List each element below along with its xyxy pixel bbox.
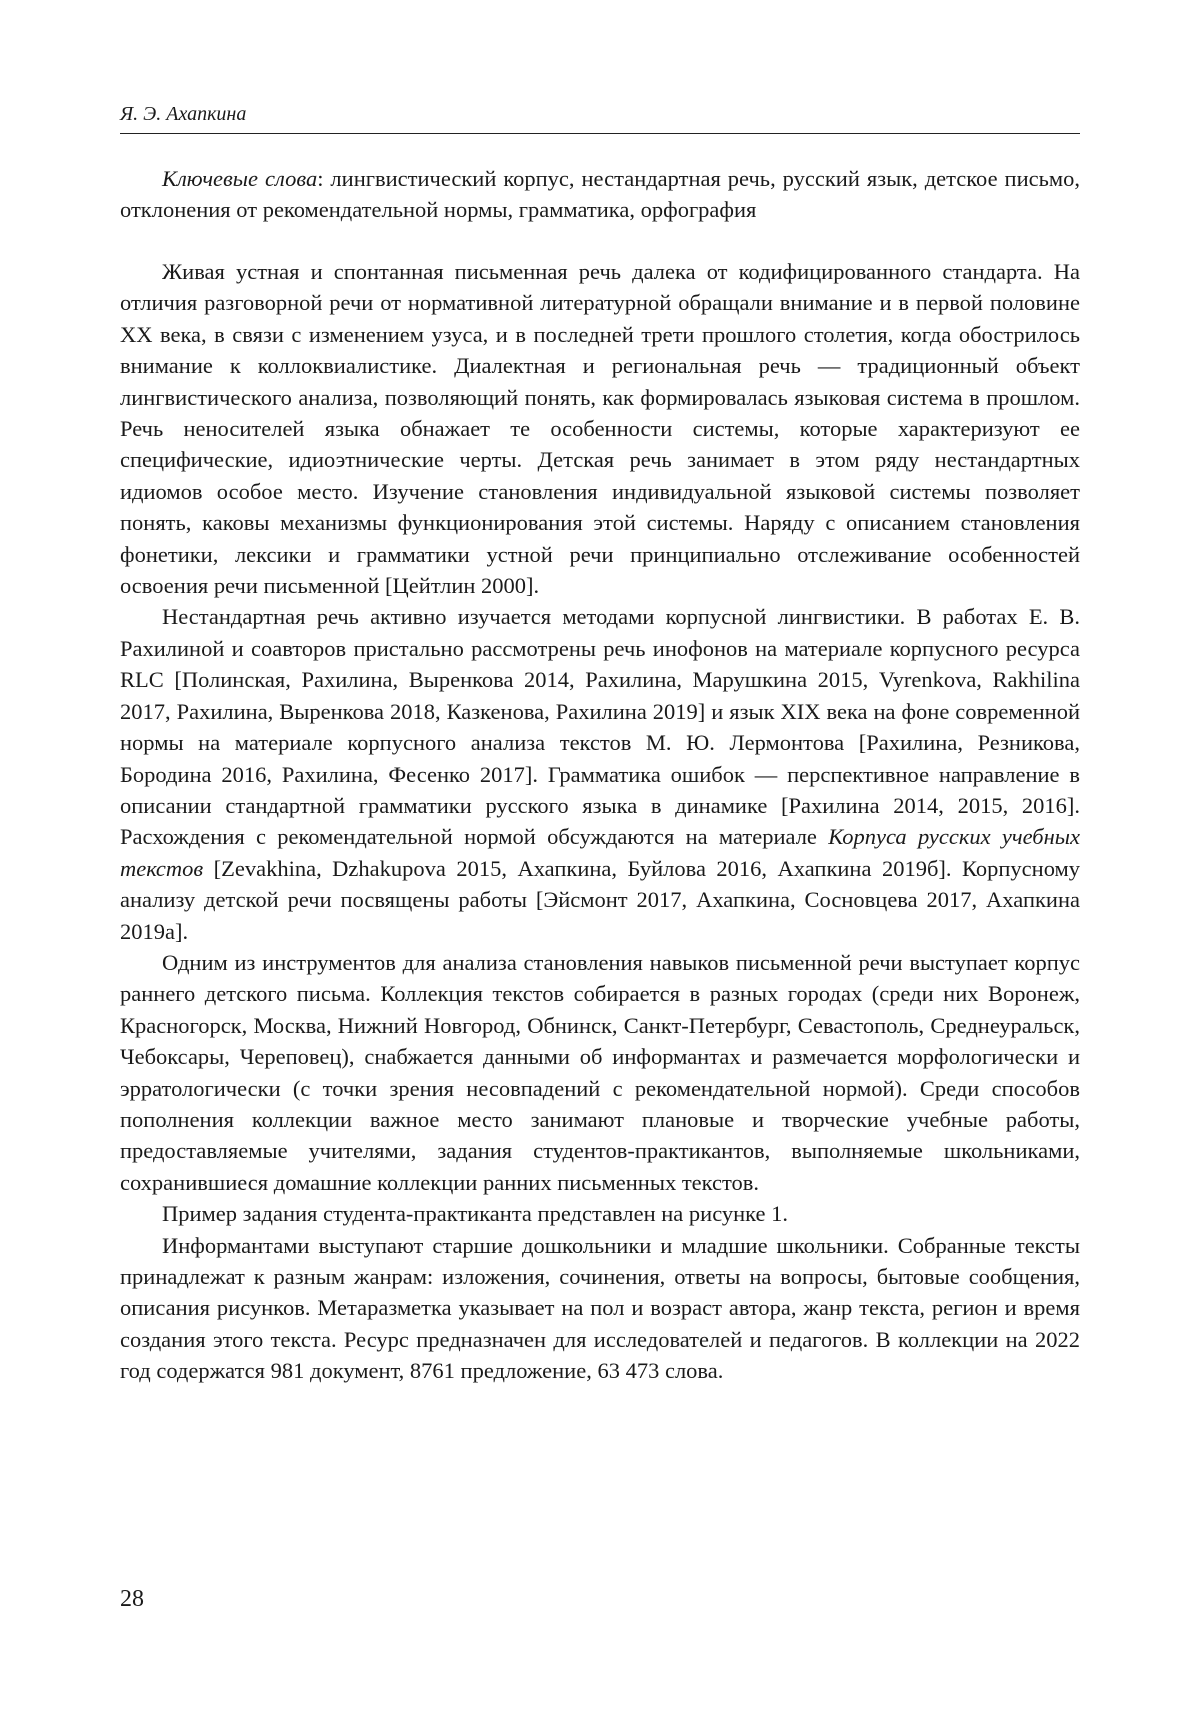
paragraph-figure-reference: Пример задания студента-практиканта представлен на рисунке 1. xyxy=(162,1201,789,1227)
keywords-paragraph xyxy=(120,163,1080,226)
running-header-author: Я. Э. Ахапкина xyxy=(120,100,1080,134)
keywords-list: : лингвистический корпус, нестандартная речь, русский язык, детское письмо, отклонения от рекомендательной нормы, грамматика, орфография xyxy=(120,166,1080,223)
corpus-title-emphasis: Корпуса русских учебных текстов xyxy=(120,824,1081,881)
paragraph-corpus-studies-part1: Нестандартная речь активно изучается методами корпусной лингвистики. В работах Е. В. Рахилиной и соавторов пристально рассмотрены речь инофонов на материале корпусного ресурса RLC [Полинская, Рахилина, Выренкова 2014, Рахилина, Марушкина 2015, Vyrenkova, Rakhilina 2017, Рахилина, Выренкова 2018, Казкенова, Рахилина 2019] и язык XIX века на фоне современной нормы на материале корпусного анализа текстов М. Ю. Лермонтова [Рахилина, Резникова, Бородина 2016, Рахилина, Фесенко 2017]. Грамматика ошибок — перспективное направление в описании стандартной грамматики русского языка в динамике [Рахилина 2014, 2015, 2016]. Расхождения с рекомендательной нормой обсуждаются на материале xyxy=(120,604,1080,850)
page-number: 28 xyxy=(120,1586,144,1612)
article-body xyxy=(120,256,1080,1387)
paragraph-corpus-studies xyxy=(120,601,1080,946)
paragraph-informants: Информантами выступают старшие дошкольники и младшие школьники. Собранные тексты принадлежат к разным жанрам: изложения, сочинения, ответы на вопросы, бытовые сообщения, описания рисунков. Метаразметка указывает на пол и возраст автора, жанр текста, регион и время создания этого текста. Ресурс предназначен для исследователей и педагогов. В коллекции на 2022 год содержатся 981 документ, 8761 предложение, 63 473 слова. xyxy=(120,1232,1080,1384)
paragraph-collection: Одним из инструментов для анализа становления навыков письменной речи выступает корпус раннего детского письма. Коллекция текстов собирается в разных городах (среди них Воронеж, Красногорск, Москва, Нижний Новгород, Обнинск, Санкт-Петербург, Севастополь, Среднеуральск, Чебоксары, Череповец), снабжается данными об информантах и размечается морфологически и эрратологически (с точки зрения несовпадений с рекомендательной нормой). Среди способов пополнения коллекции важное место занимают плановые и творческие учебные работы, предоставляемые учителями, задания студентов-практикантов, выполняемые школьниками, сохранившиеся домашние коллекции ранних письменных текстов. xyxy=(120,949,1080,1195)
keywords-label: Ключевые слова xyxy=(162,166,318,191)
paragraph-corpus-studies-part2: [Zevakhina, Dzhakupova 2015, Ахапкина, Буйлова 2016, Ахапкина 2019б]. Корпусному анализу детской речи посвящены работы [Эйсмонт 2017, Ахапкина, Сосновцева 2017, Ахапкина 2019а]. xyxy=(120,855,1080,944)
paragraph-intro: Живая устная и спонтанная письменная речь далека от кодифицированного стандарта. На отличия разговорной речи от нормативной литературной обращали внимание и в первой половине XX века, в связи с изменением узуса, и в последней трети прошлого столетия, когда обострилось внимание к коллоквиалистике. Диалектная и региональная речь — традиционный объект лингвистического анализа, позволяющий понять, как формировалась языковая система в прошлом. Речь неносителей языка обнажает те особенности системы, которые характеризуют ее специфические, идиоэтнические черты. Детская речь занимает в этом ряду нестандартных идиомов особое место. Изучение становления индивидуальной языковой системы позволяет понять, каковы механизмы функционирования этой системы. Наряду с описанием становления фонетики, лексики и грамматики устной речи принципиально отслеживание особенностей освоения речи письменной [Цейтлин 2000]. xyxy=(120,259,1080,599)
keywords-block xyxy=(120,163,1080,226)
